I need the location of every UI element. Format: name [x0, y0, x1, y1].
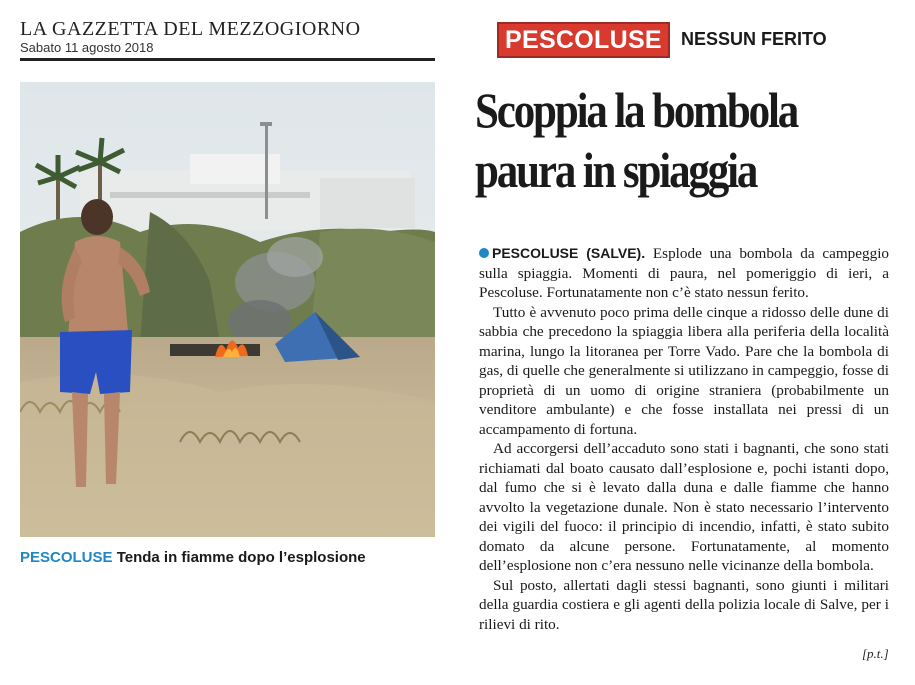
bullet-dot-icon: [479, 248, 489, 258]
headline: [475, 80, 841, 200]
caption-kicker: PESCOLUSE: [20, 549, 113, 566]
article-photo: [20, 82, 435, 537]
masthead-divider: [20, 58, 435, 61]
article-body: [479, 244, 889, 634]
section-subtitle: NESSUN FERITO: [681, 29, 827, 49]
headline-line-1: Scoppia la bombola: [475, 82, 798, 138]
masthead: [20, 18, 435, 56]
newspaper-title: LA GAZZETTA DEL MEZZOGIORNO: [20, 18, 361, 40]
paragraph-4: Sul posto, allertati dagli stessi bagnanti, sono giunti i militari della guardia costiera e gli agenti della polizia locale di Salve, per i rilievi di rito.: [479, 576, 889, 633]
paragraph-1: [479, 244, 889, 303]
section-tag-label: PESCOLUSE: [505, 25, 662, 54]
caption-text: Tenda in fiamme dopo l’esplosione: [116, 549, 366, 566]
paragraph-3: Ad accorgersi dell’accaduto sono stati i bagnanti, che sono stati richiamati dal boato causato dall’esplosione e, pochi istanti dopo, dal fumo che si è levato dalla duna e dalle fiamme che hanno avvolto la vegetazione dunale. Non è stato necessario l’intervento dei vigili del fuoco: il principio di incendio, infatti, è stato subito domato da alcune persone. Fortunatamente, al momento dell’esplosione non c’era nessuno nelle vicinanze della bombola.: [479, 440, 889, 574]
paragraph-1-text: Esplode una bombola da campeggio sulla spiaggia. Momenti di paura, nel pomeriggio di ieri, a Pescoluse. Fortunatamente non c’è stato nessun ferito.: [479, 245, 890, 301]
issue-date: Sabato 11 agosto 2018: [20, 40, 154, 55]
section-tag: [497, 22, 670, 58]
headline-line-2: paura in spiaggia: [475, 142, 757, 198]
author-signature: [p.t.]: [862, 646, 889, 661]
paragraph-2: Tutto è avvenuto poco prima delle cinque a ridosso delle dune di sabbia che precedono la spiaggia libera alla periferia della località marina, lungo la litoranea per Torre Vado. Pare che la bombola di gas, di quelle che generalmente si utilizzano in campeggio, fosse di proprietà di un uomo di origine straniera (probabilmente un venditore ambulante) e che fosse installata nei pressi di un accampamento di fortuna.: [479, 303, 889, 438]
lead-place: PESCOLUSE (SALVE).: [492, 245, 646, 261]
photo-caption: [20, 549, 435, 566]
